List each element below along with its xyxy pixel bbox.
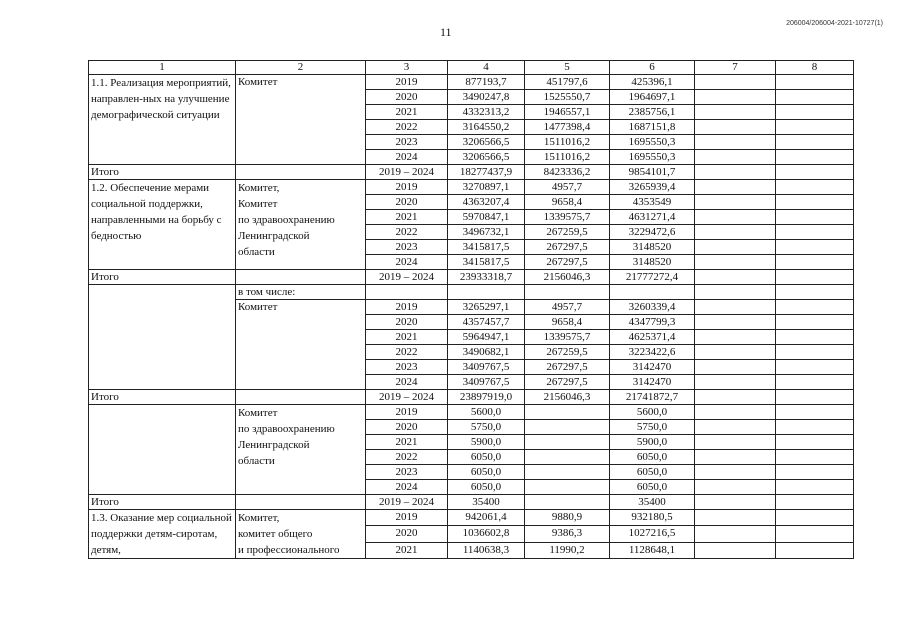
regional-cell: 3229472,6 [610, 225, 695, 240]
executor-line: Ленинградской [238, 230, 310, 242]
total-cell: 3490682,1 [448, 345, 525, 360]
executor-cell [236, 405, 366, 495]
total-cell: 6050,0 [448, 480, 525, 495]
col8-cell [776, 240, 854, 255]
regional-cell: 3265939,4 [610, 180, 695, 195]
year-cell: 2019 [366, 180, 448, 195]
col7-cell [695, 165, 776, 180]
total-cell: 5600,0 [448, 405, 525, 420]
col8-cell [776, 120, 854, 135]
total-cell: 5970847,1 [448, 210, 525, 225]
col8-cell [776, 420, 854, 435]
year-cell: 2024 [366, 375, 448, 390]
year-cell: 2022 [366, 120, 448, 135]
total-cell: 3265297,1 [448, 300, 525, 315]
table-row [89, 405, 854, 420]
federal-cell [525, 495, 610, 510]
col7-cell [695, 135, 776, 150]
year-cell: 2020 [366, 526, 448, 542]
total-cell: 23897919,0 [448, 390, 525, 405]
executor-line: области [238, 455, 275, 467]
col7-cell [695, 180, 776, 195]
regional-cell: 4347799,3 [610, 315, 695, 330]
year-cell: 2019 [366, 405, 448, 420]
regional-cell: 5900,0 [610, 435, 695, 450]
empty-cell [236, 270, 366, 285]
including-label: в том числе: [236, 285, 366, 300]
federal-cell [525, 420, 610, 435]
federal-cell: 9658,4 [525, 195, 610, 210]
federal-cell: 451797,6 [525, 75, 610, 90]
executor-line: и профессионального [238, 544, 340, 556]
executor-line: Комитет, [238, 182, 280, 194]
regional-cell: 6050,0 [610, 450, 695, 465]
regional-cell: 5750,0 [610, 420, 695, 435]
federal-cell: 2156046,3 [525, 390, 610, 405]
col8-cell [776, 105, 854, 120]
col8-cell [776, 495, 854, 510]
year-cell: 2022 [366, 345, 448, 360]
federal-cell: 9386,3 [525, 526, 610, 542]
year-cell: 2019 [366, 300, 448, 315]
regional-cell: 4631271,4 [610, 210, 695, 225]
regional-cell: 4353549 [610, 195, 695, 210]
year-cell: 2020 [366, 420, 448, 435]
col8-cell [776, 165, 854, 180]
year-cell: 2021 [366, 210, 448, 225]
year-cell: 2021 [366, 105, 448, 120]
col8-cell [776, 345, 854, 360]
regional-cell: 4625371,4 [610, 330, 695, 345]
executor-line: Комитет [238, 407, 278, 419]
regional-cell: 425396,1 [610, 75, 695, 90]
total-label: Итого [89, 390, 236, 405]
column-header: 4 [448, 61, 525, 75]
column-header: 1 [89, 61, 236, 75]
federal-cell: 1477398,4 [525, 120, 610, 135]
col8-cell [776, 195, 854, 210]
total-cell: 1036602,8 [448, 526, 525, 542]
col7-cell [695, 75, 776, 90]
federal-cell: 2156046,3 [525, 270, 610, 285]
total-cell: 3164550,2 [448, 120, 525, 135]
total-cell: 3206566,5 [448, 150, 525, 165]
regional-cell: 1128648,1 [610, 542, 695, 558]
col7-cell [695, 315, 776, 330]
column-header: 5 [525, 61, 610, 75]
col7-cell [695, 450, 776, 465]
federal-cell [525, 480, 610, 495]
col7-cell [695, 420, 776, 435]
federal-cell [525, 465, 610, 480]
col8-cell [776, 480, 854, 495]
col8-cell [776, 210, 854, 225]
federal-cell: 1946557,1 [525, 105, 610, 120]
total-cell: 3490247,8 [448, 90, 525, 105]
col7-cell [695, 90, 776, 105]
subheader-row [89, 285, 854, 300]
total-cell: 1140638,3 [448, 542, 525, 558]
executor-line: Комитет, [238, 512, 280, 524]
regional-cell: 3148520 [610, 255, 695, 270]
regional-cell: 3148520 [610, 240, 695, 255]
column-header: 6 [610, 61, 695, 75]
total-cell: 3409767,5 [448, 360, 525, 375]
year-cell: 2019 – 2024 [366, 270, 448, 285]
total-cell: 4357457,7 [448, 315, 525, 330]
col8-cell [776, 526, 854, 542]
col8-cell [776, 135, 854, 150]
executor-cell: Комитет [236, 300, 366, 390]
measure-description: 1.1. Реализация мероприятий, направлен-ных на улучшение демографической ситуации [89, 75, 236, 165]
regional-cell: 932180,5 [610, 510, 695, 526]
executor-line: Комитет [238, 198, 278, 210]
col8-cell [776, 255, 854, 270]
empty-cell [236, 165, 366, 180]
total-cell: 3415817,5 [448, 255, 525, 270]
year-cell: 2019 – 2024 [366, 495, 448, 510]
federal-cell: 267297,5 [525, 360, 610, 375]
federal-cell: 267297,5 [525, 255, 610, 270]
col8-cell [776, 90, 854, 105]
column-header: 3 [366, 61, 448, 75]
empty-cell [236, 495, 366, 510]
table-row [89, 75, 854, 90]
empty-cell [236, 390, 366, 405]
col7-cell [695, 300, 776, 315]
total-cell: 877193,7 [448, 75, 525, 90]
col7-cell [695, 526, 776, 542]
table-row [89, 510, 854, 526]
executor-cell [236, 180, 366, 270]
col8-cell [776, 360, 854, 375]
col8-cell [776, 225, 854, 240]
col8-cell [776, 270, 854, 285]
total-cell: 5900,0 [448, 435, 525, 450]
regional-cell: 1695550,3 [610, 135, 695, 150]
col7-cell [695, 270, 776, 285]
federal-cell [525, 450, 610, 465]
federal-cell: 11990,2 [525, 542, 610, 558]
col8-cell [776, 330, 854, 345]
col8-cell [776, 315, 854, 330]
col7-cell [695, 330, 776, 345]
year-cell: 2024 [366, 480, 448, 495]
year-cell: 2021 [366, 435, 448, 450]
regional-cell: 21777272,4 [610, 270, 695, 285]
empty-cell [89, 405, 236, 495]
total-cell: 23933318,7 [448, 270, 525, 285]
federal-cell: 1339575,7 [525, 330, 610, 345]
col7-cell [695, 495, 776, 510]
federal-cell: 1339575,7 [525, 210, 610, 225]
measure-description: 1.3. Оказание мер социальной поддержки детям-сиротам, детям, [89, 510, 236, 559]
federal-cell: 9880,9 [525, 510, 610, 526]
col7-cell [695, 360, 776, 375]
header-row [89, 61, 854, 75]
empty-cell [448, 285, 525, 300]
executor-line: по здравоохранению [238, 423, 335, 435]
column-header: 7 [695, 61, 776, 75]
col7-cell [695, 150, 776, 165]
year-cell: 2020 [366, 195, 448, 210]
col8-cell [776, 405, 854, 420]
federal-cell [525, 435, 610, 450]
total-row [89, 495, 854, 510]
col7-cell [695, 195, 776, 210]
empty-cell [366, 285, 448, 300]
total-cell: 5964947,1 [448, 330, 525, 345]
budget-table [88, 60, 854, 559]
empty-cell [776, 285, 854, 300]
regional-cell: 1695550,3 [610, 150, 695, 165]
col8-cell [776, 542, 854, 558]
col7-cell [695, 510, 776, 526]
total-cell: 3415817,5 [448, 240, 525, 255]
empty-cell [525, 285, 610, 300]
empty-cell [89, 285, 236, 390]
year-cell: 2021 [366, 330, 448, 345]
empty-cell [610, 285, 695, 300]
col8-cell [776, 450, 854, 465]
total-cell: 3270897,1 [448, 180, 525, 195]
total-cell: 3409767,5 [448, 375, 525, 390]
total-cell: 3206566,5 [448, 135, 525, 150]
col7-cell [695, 375, 776, 390]
regional-cell: 9854101,7 [610, 165, 695, 180]
col7-cell [695, 105, 776, 120]
table-row [89, 180, 854, 195]
year-cell: 2021 [366, 542, 448, 558]
col7-cell [695, 120, 776, 135]
year-cell: 2019 [366, 75, 448, 90]
total-row [89, 390, 854, 405]
total-cell: 942061,4 [448, 510, 525, 526]
col8-cell [776, 465, 854, 480]
col7-cell [695, 480, 776, 495]
col7-cell [695, 542, 776, 558]
col7-cell [695, 345, 776, 360]
col7-cell [695, 255, 776, 270]
col8-cell [776, 180, 854, 195]
regional-cell: 35400 [610, 495, 695, 510]
year-cell: 2023 [366, 135, 448, 150]
year-cell: 2024 [366, 150, 448, 165]
federal-cell: 8423336,2 [525, 165, 610, 180]
year-cell: 2022 [366, 450, 448, 465]
total-cell: 6050,0 [448, 465, 525, 480]
total-row [89, 270, 854, 285]
year-cell: 2019 [366, 510, 448, 526]
year-cell: 2023 [366, 465, 448, 480]
col7-cell [695, 405, 776, 420]
year-cell: 2019 – 2024 [366, 165, 448, 180]
column-header: 8 [776, 61, 854, 75]
col8-cell [776, 300, 854, 315]
total-label: Итого [89, 495, 236, 510]
total-cell: 3496732,1 [448, 225, 525, 240]
regional-cell: 21741872,7 [610, 390, 695, 405]
col8-cell [776, 390, 854, 405]
year-cell: 2019 – 2024 [366, 390, 448, 405]
col7-cell [695, 240, 776, 255]
total-label: Итого [89, 165, 236, 180]
regional-cell: 3142470 [610, 360, 695, 375]
federal-cell: 9658,4 [525, 315, 610, 330]
year-cell: 2023 [366, 240, 448, 255]
year-cell: 2022 [366, 225, 448, 240]
col7-cell [695, 390, 776, 405]
federal-cell: 267259,5 [525, 345, 610, 360]
col8-cell [776, 150, 854, 165]
total-label: Итого [89, 270, 236, 285]
col7-cell [695, 210, 776, 225]
federal-cell: 267259,5 [525, 225, 610, 240]
federal-cell [525, 405, 610, 420]
regional-cell: 1964697,1 [610, 90, 695, 105]
page-number: 11 [440, 25, 452, 39]
federal-cell: 267297,5 [525, 240, 610, 255]
regional-cell: 1687151,8 [610, 120, 695, 135]
federal-cell: 1525550,7 [525, 90, 610, 105]
total-cell: 5750,0 [448, 420, 525, 435]
year-cell: 2020 [366, 315, 448, 330]
total-cell: 35400 [448, 495, 525, 510]
regional-cell: 3260339,4 [610, 300, 695, 315]
col8-cell [776, 375, 854, 390]
col8-cell [776, 435, 854, 450]
empty-cell [695, 285, 776, 300]
column-header: 2 [236, 61, 366, 75]
federal-cell: 1511016,2 [525, 150, 610, 165]
federal-cell: 4957,7 [525, 300, 610, 315]
col8-cell [776, 510, 854, 526]
total-cell: 18277437,9 [448, 165, 525, 180]
regional-cell: 6050,0 [610, 480, 695, 495]
total-cell: 6050,0 [448, 450, 525, 465]
executor-line: области [238, 246, 275, 258]
executor-line: по здравоохранению [238, 214, 335, 226]
executor-cell [236, 510, 366, 559]
measure-description: 1.2. Обеспечение мерами социальной поддержки, направленными на борьбу с бедностью [89, 180, 236, 270]
year-cell: 2023 [366, 360, 448, 375]
document-id: 206004/206004-2021-10727(1) [786, 20, 883, 27]
executor-line: Ленинградской [238, 439, 310, 451]
regional-cell: 6050,0 [610, 465, 695, 480]
col8-cell [776, 75, 854, 90]
year-cell: 2024 [366, 255, 448, 270]
federal-cell: 267297,5 [525, 375, 610, 390]
executor-cell: Комитет [236, 75, 366, 165]
col7-cell [695, 225, 776, 240]
total-cell: 4332313,2 [448, 105, 525, 120]
federal-cell: 1511016,2 [525, 135, 610, 150]
regional-cell: 3223422,6 [610, 345, 695, 360]
regional-cell: 5600,0 [610, 405, 695, 420]
col7-cell [695, 465, 776, 480]
total-cell: 4363207,4 [448, 195, 525, 210]
year-cell: 2020 [366, 90, 448, 105]
executor-line: комитет общего [238, 528, 313, 540]
federal-cell: 4957,7 [525, 180, 610, 195]
total-row [89, 165, 854, 180]
regional-cell: 3142470 [610, 375, 695, 390]
regional-cell: 2385756,1 [610, 105, 695, 120]
col7-cell [695, 435, 776, 450]
regional-cell: 1027216,5 [610, 526, 695, 542]
